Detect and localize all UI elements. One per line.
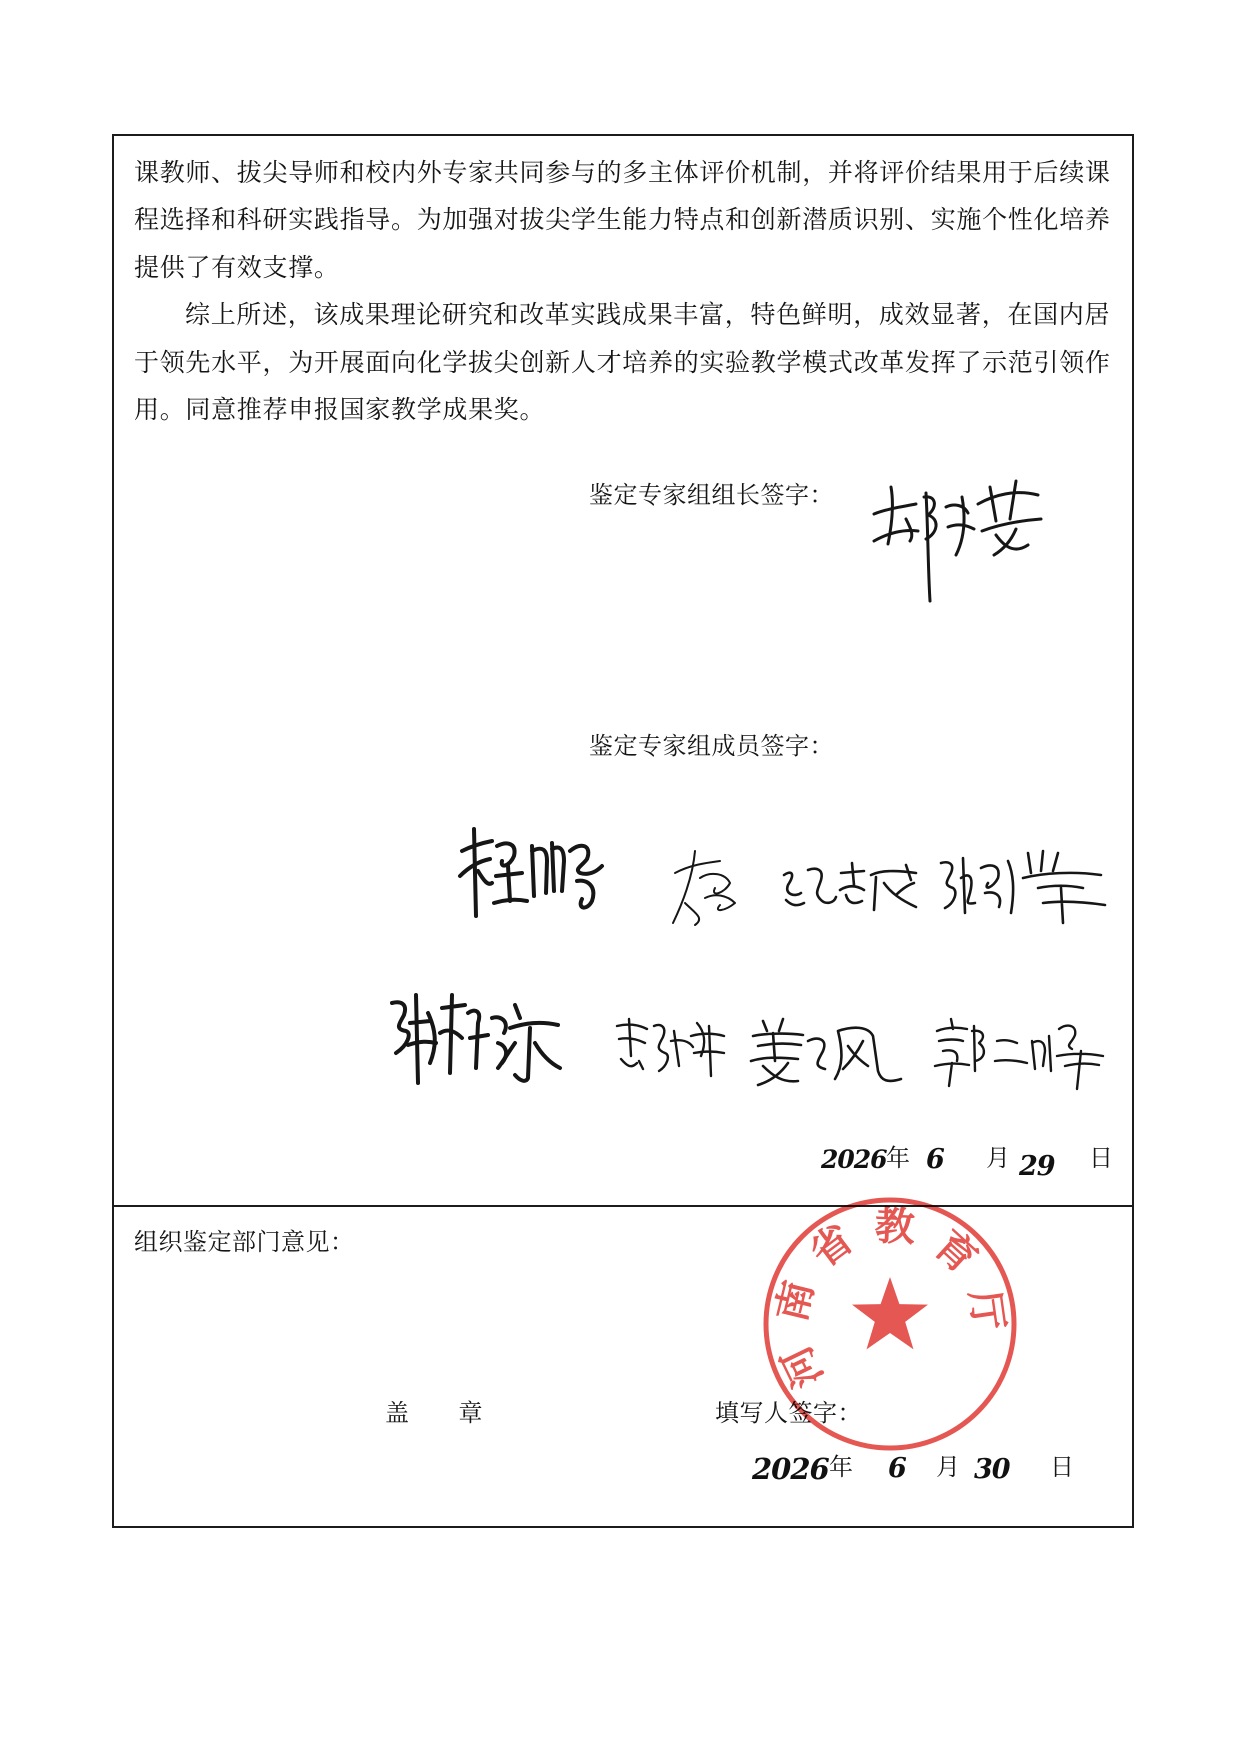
department-date-month-unit: 月 <box>936 1453 961 1481</box>
department-date-year-unit: 年 <box>829 1453 854 1481</box>
expert-date-year-unit: 年 <box>886 1144 911 1172</box>
department-date-month: 6 <box>888 1453 906 1484</box>
expert-date-month: 6 <box>926 1144 944 1175</box>
paragraph-line: 用。同意推荐申报国家教学成果奖。 <box>134 395 546 424</box>
member-signature <box>609 1011 726 1078</box>
paragraph-line: 于领先水平，为开展面向化学拔尖创新人才培养的实验教学模式改革发挥了示范引领作 <box>134 348 1111 377</box>
seal-char: 教 <box>873 1203 916 1252</box>
filler-signature-label: 填写人签字： <box>715 1399 862 1427</box>
leader-signature <box>866 469 1044 603</box>
members-signature-label: 鉴定专家组成员签字： <box>589 732 834 760</box>
expert-date-year: 2026 <box>821 1145 887 1174</box>
seal-char: 南 <box>768 1276 823 1327</box>
seal-char: 河 <box>773 1338 833 1395</box>
member-signature <box>743 1011 905 1089</box>
paragraph-line: 提供了有效支撑。 <box>134 253 340 282</box>
seal-char: 省 <box>802 1215 862 1277</box>
department-date-day: 30 <box>974 1454 1010 1485</box>
seal-char: 厅 <box>960 1287 1012 1334</box>
member-signature <box>776 855 927 916</box>
department-date-year: 2026 <box>752 1452 829 1486</box>
official-seal <box>755 1189 1025 1459</box>
star-icon <box>852 1277 928 1349</box>
seal-label: 盖 章 <box>385 1399 483 1427</box>
seal-char: 育 <box>925 1221 986 1283</box>
member-signature <box>452 821 609 922</box>
member-signature <box>380 983 564 1089</box>
expert-date-month-unit: 月 <box>986 1144 1011 1172</box>
paragraph-line: 程选择和科研实践指导。为加强对拔尖学生能力特点和创新潜质识别、实施个性化培养 <box>134 205 1111 234</box>
expert-date-day-unit: 日 <box>1089 1144 1114 1172</box>
member-signature <box>933 843 1111 927</box>
paragraph-line: 课教师、拔尖导师和校内外专家共同参与的多主体评价机制，并将评价结果用于后续课 <box>134 158 1111 187</box>
member-signature <box>927 1011 1106 1089</box>
department-date-day-unit: 日 <box>1050 1453 1075 1481</box>
leader-signature-label: 鉴定专家组组长签字： <box>589 481 834 509</box>
department-opinion-label: 组织鉴定部门意见： <box>134 1228 355 1256</box>
member-signature <box>665 843 743 927</box>
expert-date-day: 29 <box>1019 1151 1055 1182</box>
paragraph-line: 综上所述，该成果理论研究和改革实践成果丰富，特色鲜明，成效显著，在国内居 <box>185 300 1111 329</box>
